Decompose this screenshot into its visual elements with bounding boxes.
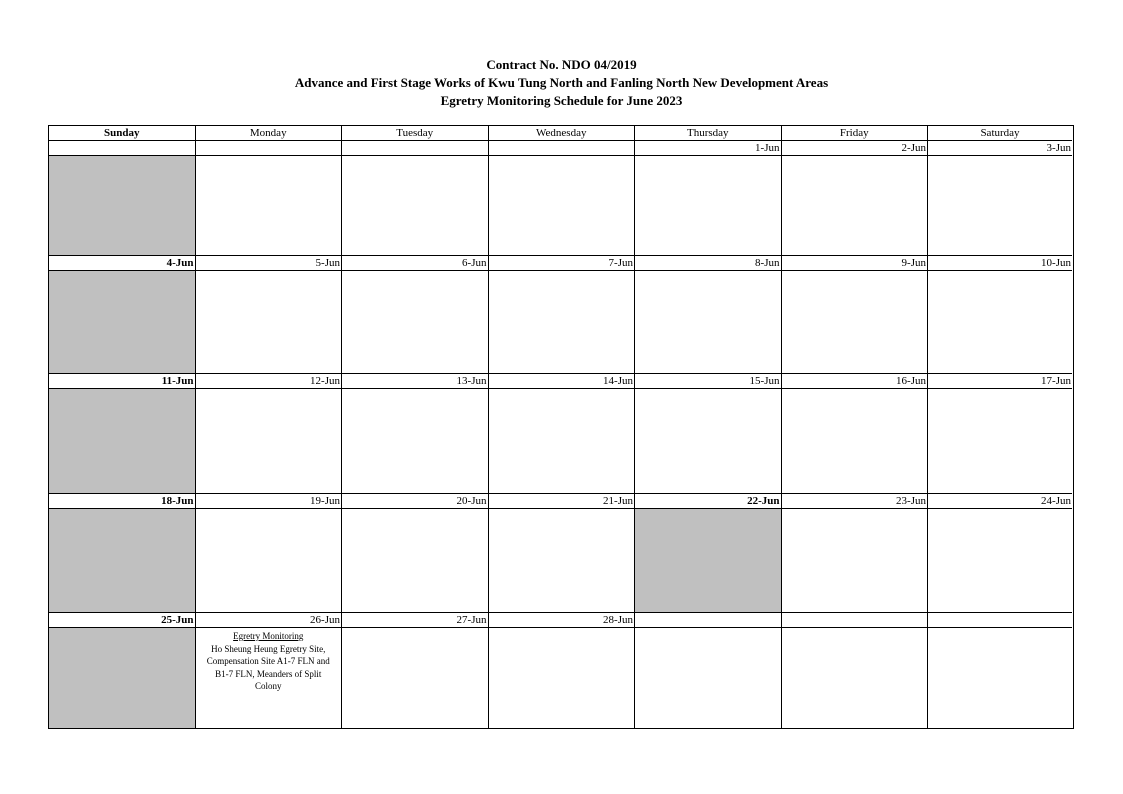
- date-label: 21-Jun: [489, 494, 636, 509]
- date-label: 27-Jun: [342, 613, 489, 628]
- weekday-header: Monday: [196, 126, 343, 141]
- day-cell: [196, 156, 343, 256]
- date-label: 4-Jun: [49, 256, 196, 271]
- day-cell: [782, 156, 929, 256]
- project-title: Advance and First Stage Works of Kwu Tung North and Fanling North New Development Areas: [294, 75, 829, 90]
- schedule-title: Egretry Monitoring Schedule for June 2023: [440, 93, 683, 108]
- day-cell: [49, 271, 196, 374]
- day-cell: [782, 628, 929, 728]
- date-label: 20-Jun: [342, 494, 489, 509]
- day-cell: [928, 156, 1072, 256]
- date-label: 3-Jun: [928, 141, 1072, 156]
- date-label: [489, 141, 636, 156]
- day-cell: [342, 389, 489, 494]
- weekday-header: Saturday: [928, 126, 1072, 141]
- date-label: [342, 141, 489, 156]
- weekday-header: Friday: [782, 126, 929, 141]
- date-label: 18-Jun: [49, 494, 196, 509]
- date-label: 23-Jun: [782, 494, 929, 509]
- date-label: 7-Jun: [489, 256, 636, 271]
- date-label: 6-Jun: [342, 256, 489, 271]
- day-cell: [342, 271, 489, 374]
- date-label: 1-Jun: [635, 141, 782, 156]
- day-cell: [635, 628, 782, 728]
- date-label: 28-Jun: [489, 613, 636, 628]
- event-note: [196, 628, 342, 693]
- date-label: 12-Jun: [196, 374, 343, 389]
- day-cell: [342, 628, 489, 728]
- day-cell: [928, 389, 1072, 494]
- weekday-header: Wednesday: [489, 126, 636, 141]
- date-label: 5-Jun: [196, 256, 343, 271]
- day-cell: [49, 156, 196, 256]
- date-label: 10-Jun: [928, 256, 1072, 271]
- date-label: 9-Jun: [782, 256, 929, 271]
- date-label: 15-Jun: [635, 374, 782, 389]
- day-cell: [635, 389, 782, 494]
- day-cell: [489, 509, 636, 613]
- day-cell: [49, 509, 196, 613]
- day-cell: [928, 628, 1072, 728]
- date-label: 22-Jun: [635, 494, 782, 509]
- event-cell: [196, 628, 343, 728]
- date-label: 24-Jun: [928, 494, 1072, 509]
- day-cell: [49, 628, 196, 728]
- event-detail: Ho Sheung Heung Egretry Site, Compensation Site A1-7 FLN and B1-7 FLN, Meanders of Split Colony: [206, 643, 330, 691]
- weekday-header: Thursday: [635, 126, 782, 141]
- date-label: [928, 613, 1072, 628]
- day-cell: [635, 509, 782, 613]
- day-cell: [342, 156, 489, 256]
- day-cell: [489, 628, 636, 728]
- day-cell: [49, 389, 196, 494]
- day-cell: [196, 389, 343, 494]
- day-cell: [928, 509, 1072, 613]
- contract-title: Contract No. NDO 04/2019: [486, 57, 637, 72]
- date-label: 16-Jun: [782, 374, 929, 389]
- day-cell: [489, 389, 636, 494]
- weekday-header: Sunday: [49, 126, 196, 141]
- day-cell: [782, 271, 929, 374]
- date-label: 13-Jun: [342, 374, 489, 389]
- day-cell: [635, 271, 782, 374]
- date-label: [635, 613, 782, 628]
- date-label: 17-Jun: [928, 374, 1072, 389]
- date-label: [196, 141, 343, 156]
- date-label: 2-Jun: [782, 141, 929, 156]
- date-label: 26-Jun: [196, 613, 343, 628]
- day-cell: [782, 389, 929, 494]
- day-cell: [196, 509, 343, 613]
- weekday-header: Tuesday: [342, 126, 489, 141]
- date-label: [49, 141, 196, 156]
- calendar-grid: [48, 125, 1074, 729]
- date-label: 19-Jun: [196, 494, 343, 509]
- day-cell: [489, 156, 636, 256]
- day-cell: [489, 271, 636, 374]
- day-cell: [782, 509, 929, 613]
- event-title: Egretry Monitoring: [233, 631, 304, 641]
- day-cell: [196, 271, 343, 374]
- date-label: 11-Jun: [49, 374, 196, 389]
- day-cell: [928, 271, 1072, 374]
- date-label: 8-Jun: [635, 256, 782, 271]
- date-label: 14-Jun: [489, 374, 636, 389]
- day-cell: [342, 509, 489, 613]
- day-cell: [635, 156, 782, 256]
- date-label: 25-Jun: [49, 613, 196, 628]
- date-label: [782, 613, 929, 628]
